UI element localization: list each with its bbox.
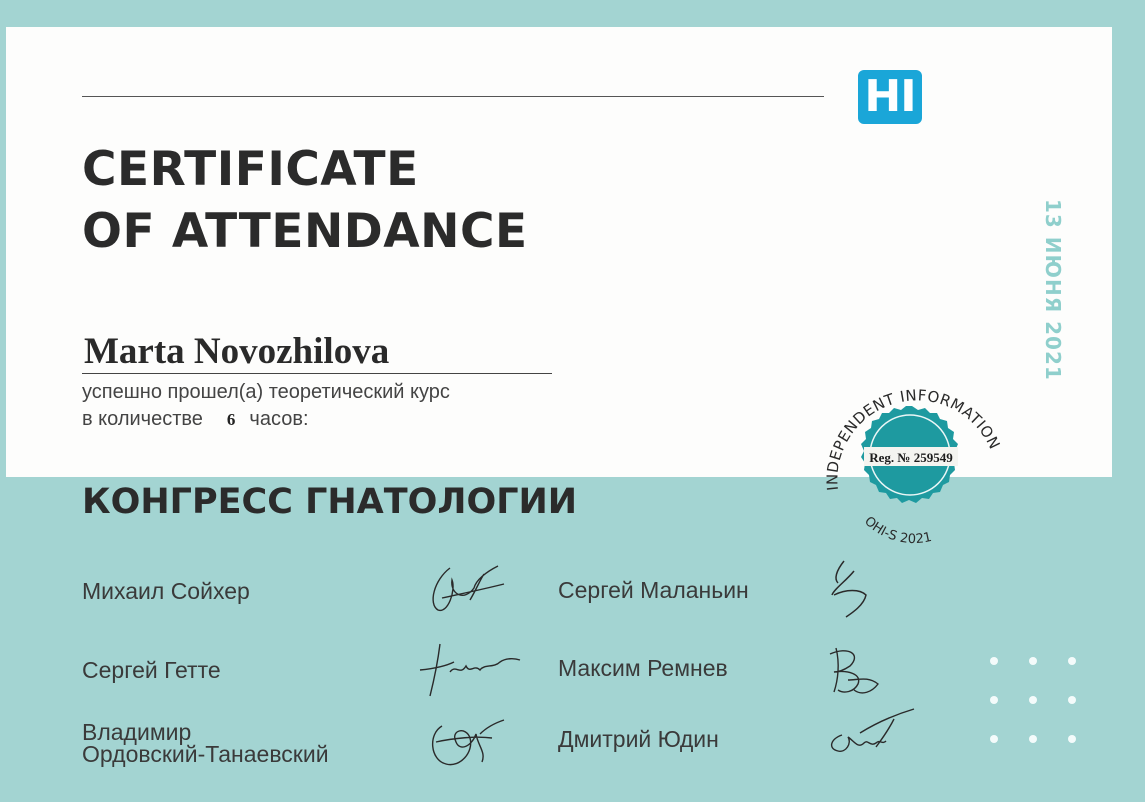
hours-value: 6 [226,410,236,429]
decor-dot [990,696,998,704]
speaker-ordovsky-line2: Ордовский-Танаевский [82,741,329,767]
stamp-reg-number: Reg. № 259549 [869,450,953,465]
speaker-malanyin: Сергей Маланьин [558,577,749,603]
hours-prefix: в количестве [82,408,203,430]
top-rule [82,96,824,97]
stamp-arc-text: INDEPENDENT INFORMATION [823,386,1004,492]
decor-dot [990,657,998,665]
title-line-1: CERTIFICATE [82,142,419,197]
signature-soikher [420,560,510,620]
speaker-soikher: Михаил Сойхер [82,578,250,604]
completion-text: успешно прошел(а) теоретический курс [82,381,450,403]
event-date: 13 ИЮНЯ 2021 [1041,199,1065,381]
signature-malanyin [820,555,880,625]
speaker-ordovsky-line1: Владимир [82,719,192,745]
decor-dot [1068,657,1076,665]
speaker-yudin: Дмитрий Юдин [558,726,719,752]
stamp-bottom-text: OHI-S 2021 [861,513,934,548]
decor-dot [990,735,998,743]
registration-stamp [812,372,1012,552]
speaker-gette: Сергей Гетте [82,657,221,683]
hours-suffix: часов: [249,408,309,430]
signature-remnev [818,640,893,700]
decor-dot [1029,735,1037,743]
course-name: КОНГРЕСС ГНАТОЛОГИИ [82,482,578,522]
decor-dot [1029,657,1037,665]
signature-yudin [820,705,920,765]
title-line-2: OF ATTENDANCE [82,204,528,259]
decor-dot [1029,696,1037,704]
signature-gette [410,640,525,700]
recipient-name: Marta Novozhilova [84,331,390,372]
hi-logo: HI [858,70,922,124]
recipient-underline [82,373,552,374]
speaker-remnev: Максим Ремнев [558,655,728,681]
decor-dot [1068,696,1076,704]
hours-text [82,408,309,431]
signature-ordovsky [420,712,510,772]
decor-dot [1068,735,1076,743]
